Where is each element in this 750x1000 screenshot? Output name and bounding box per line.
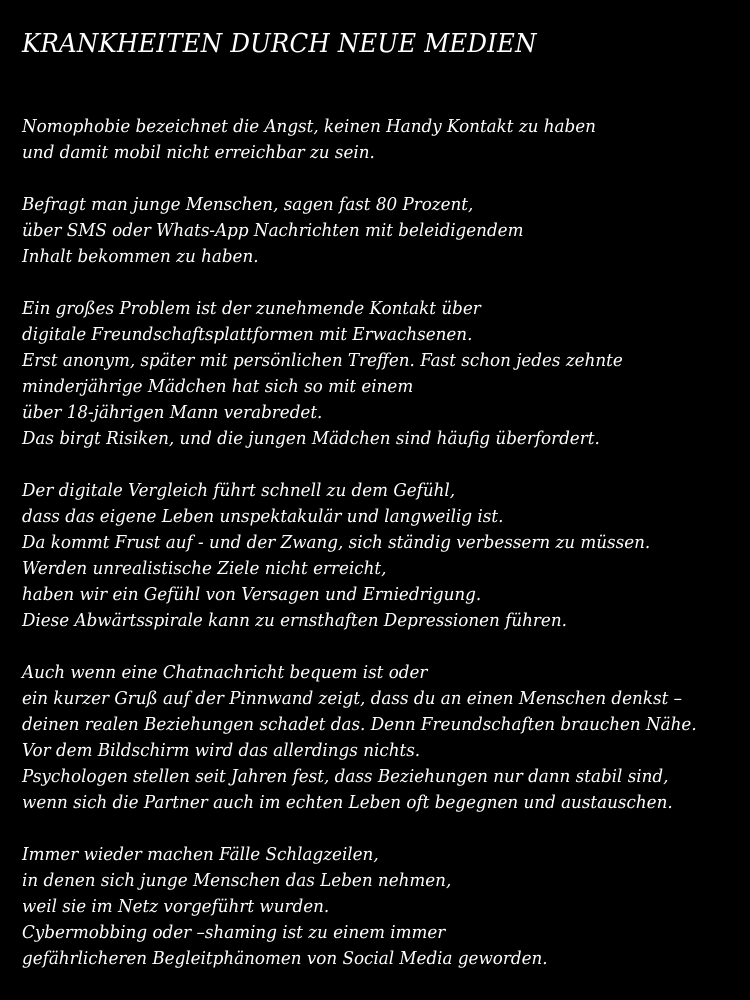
text-line: deinen realen Beziehungen schadet das. Denn Freundschaften brauchen Nähe. (22, 714, 697, 735)
text-line: Ein großes Problem ist der zunehmende Kontakt über (22, 298, 481, 319)
page-title: KRANKHEITEN DURCH NEUE MEDIEN (22, 29, 537, 59)
document-body (22, 114, 742, 998)
paragraph-online-contact (22, 296, 742, 452)
text-line: Da kommt Frust auf - und der Zwang, sich ständig verbessern zu müssen. (22, 532, 651, 553)
paragraph-digital-comparison (22, 478, 742, 634)
text-line: Der digitale Vergleich führt schnell zu dem Gefühl, (22, 480, 456, 501)
text-line: Diese Abwärtsspirale kann zu ernsthaften Depressionen führen. (22, 610, 567, 631)
text-line: über 18-jährigen Mann verabredet. (22, 402, 323, 423)
text-line: Immer wieder machen Fälle Schlagzeilen, (22, 844, 379, 865)
text-line: haben wir ein Gefühl von Versagen und Erniedrigung. (22, 584, 482, 605)
text-line: Das birgt Risiken, und die jungen Mädchen sind häufig überfordert. (22, 428, 600, 449)
text-line: Erst anonym, später mit persönlichen Treffen. Fast schon jedes zehnte (22, 350, 623, 371)
text-line: Cybermobbing oder –shaming ist zu einem immer (22, 922, 446, 943)
paragraph-sms-survey (22, 192, 742, 270)
text-line: und damit mobil nicht erreichbar zu sein. (22, 142, 375, 163)
text-line: minderjährige Mädchen hat sich so mit einem (22, 376, 414, 397)
text-line: Inhalt bekommen zu haben. (22, 246, 259, 267)
text-line: Befragt man junge Menschen, sagen fast 80 Prozent, (22, 194, 474, 215)
text-line: über SMS oder Whats-App Nachrichten mit beleidigendem (22, 220, 524, 241)
text-line: digitale Freundschaftsplattformen mit Erwachsenen. (22, 324, 473, 345)
text-line: weil sie im Netz vorgeführt wurden. (22, 896, 330, 917)
paragraph-cybermobbing (22, 842, 742, 972)
paragraph-nomophobie (22, 114, 742, 166)
text-line: Werden unrealistische Ziele nicht erreicht, (22, 558, 387, 579)
text-line: Psychologen stellen seit Jahren fest, dass Beziehungen nur dann stabil sind, (22, 766, 669, 787)
text-line: dass das eigene Leben unspektakulär und langweilig ist. (22, 506, 504, 527)
paragraph-real-relationships (22, 660, 742, 816)
text-line: Auch wenn eine Chatnachricht bequem ist oder (22, 662, 428, 683)
text-line: Nomophobie bezeichnet die Angst, keinen Handy Kontakt zu haben (22, 116, 596, 137)
text-line: gefährlicheren Begleitphänomen von Social Media geworden. (22, 948, 548, 969)
text-line: Vor dem Bildschirm wird das allerdings nichts. (22, 740, 421, 761)
text-line: in denen sich junge Menschen das Leben nehmen, (22, 870, 452, 891)
text-line: wenn sich die Partner auch im echten Leben oft begegnen und austauschen. (22, 792, 673, 813)
text-line: ein kurzer Gruß auf der Pinnwand zeigt, dass du an einen Menschen denkst – (22, 688, 682, 709)
